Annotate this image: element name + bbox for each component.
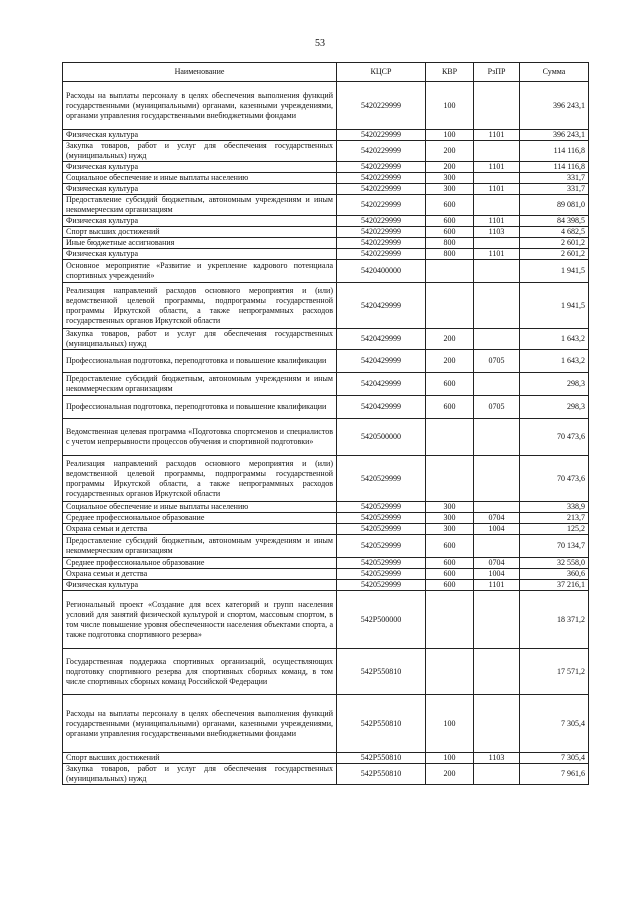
table-row — [63, 184, 589, 195]
row-kvr: 200 — [426, 162, 474, 173]
table-row — [63, 82, 589, 130]
row-rzpr: 1004 — [474, 569, 520, 580]
row-kcsr: 5420529999 — [337, 502, 426, 513]
row-name: Физическая культура — [63, 249, 337, 260]
row-kcsr: 5420529999 — [337, 558, 426, 569]
row-kcsr: 5420229999 — [337, 227, 426, 238]
row-kvr — [426, 649, 474, 695]
row-sum: 7 961,6 — [520, 764, 589, 785]
row-name: Социальное обеспечение и иные выплаты населению — [63, 173, 337, 184]
row-rzpr — [474, 329, 520, 350]
row-sum: 338,9 — [520, 502, 589, 513]
row-sum: 2 601,2 — [520, 249, 589, 260]
row-kvr: 800 — [426, 238, 474, 249]
row-kvr: 300 — [426, 513, 474, 524]
row-kcsr: 542P550810 — [337, 764, 426, 785]
row-name: Физическая культура — [63, 130, 337, 141]
row-name: Среднее профессиональное образование — [63, 558, 337, 569]
row-kvr: 200 — [426, 329, 474, 350]
row-sum: 125,2 — [520, 524, 589, 535]
row-rzpr — [474, 502, 520, 513]
row-sum: 89 081,0 — [520, 195, 589, 216]
table-row — [63, 396, 589, 419]
row-kcsr: 542P550810 — [337, 649, 426, 695]
table-row — [63, 591, 589, 649]
row-kvr: 600 — [426, 558, 474, 569]
table-row — [63, 649, 589, 695]
row-name: Спорт высших достижений — [63, 227, 337, 238]
row-name: Иные бюджетные ассигнования — [63, 238, 337, 249]
row-rzpr — [474, 373, 520, 396]
row-rzpr — [474, 195, 520, 216]
row-kcsr: 5420429999 — [337, 283, 426, 329]
row-kvr: 600 — [426, 569, 474, 580]
row-sum: 32 558,0 — [520, 558, 589, 569]
row-name: Основное мероприятие «Развитие и укрепление кадрового потенциала спортивных учреждений» — [63, 260, 337, 283]
row-kvr: 100 — [426, 82, 474, 130]
row-sum: 1 941,5 — [520, 283, 589, 329]
table-row — [63, 350, 589, 373]
table-row — [63, 456, 589, 502]
row-kvr — [426, 283, 474, 329]
row-kcsr: 542P550810 — [337, 753, 426, 764]
row-rzpr — [474, 649, 520, 695]
header-rzpr: РзПР — [474, 63, 520, 82]
row-rzpr — [474, 260, 520, 283]
row-name: Предоставление субсидий бюджетным, автономным учреждениям и иным некоммерческим организациям — [63, 535, 337, 558]
row-kcsr: 542P500000 — [337, 591, 426, 649]
row-name: Профессиональная подготовка, переподготовка и повышение квалификации — [63, 396, 337, 419]
row-name: Государственная поддержка спортивных организаций, осуществляющих подготовку спортивного резерва для спортивных сборных команд, в том числе спортивных сборных команд Российской Федерации — [63, 649, 337, 695]
row-kvr: 200 — [426, 141, 474, 162]
row-name: Предоставление субсидий бюджетным, автономным учреждениям и иным некоммерческим организациям — [63, 195, 337, 216]
row-rzpr — [474, 764, 520, 785]
row-name: Физическая культура — [63, 216, 337, 227]
row-sum: 114 116,8 — [520, 141, 589, 162]
row-kcsr: 5420400000 — [337, 260, 426, 283]
row-kvr — [426, 591, 474, 649]
row-name: Расходы на выплаты персоналу в целях обеспечения выполнения функций государственными (муниципальными) органами, казенными учреждениями, органами управления государственными внебюджетными фондами — [63, 82, 337, 130]
row-sum: 18 371,2 — [520, 591, 589, 649]
page-number: 53 — [315, 38, 325, 49]
row-sum: 331,7 — [520, 173, 589, 184]
row-kvr: 300 — [426, 184, 474, 195]
table-row — [63, 524, 589, 535]
row-kcsr: 5420429999 — [337, 396, 426, 419]
row-name: Спорт высших достижений — [63, 753, 337, 764]
row-name: Физическая культура — [63, 162, 337, 173]
row-kcsr: 5420429999 — [337, 350, 426, 373]
row-kvr: 600 — [426, 216, 474, 227]
row-sum: 17 571,2 — [520, 649, 589, 695]
row-kvr — [426, 260, 474, 283]
row-name: Ведомственная целевая программа «Подготовка спортсменов и специалистов с учетом непрерывности процессов обучения и спортивной подготовки» — [63, 419, 337, 456]
row-name: Физическая культура — [63, 184, 337, 195]
table-row — [63, 283, 589, 329]
row-sum: 2 601,2 — [520, 238, 589, 249]
header-sum: Сумма — [520, 63, 589, 82]
table-row — [63, 695, 589, 753]
row-rzpr: 1101 — [474, 249, 520, 260]
table-row — [63, 329, 589, 350]
row-kvr: 800 — [426, 249, 474, 260]
row-kcsr: 5420229999 — [337, 216, 426, 227]
row-kcsr: 5420229999 — [337, 173, 426, 184]
row-name: Закупка товаров, работ и услуг для обеспечения государственных (муниципальных) нужд — [63, 141, 337, 162]
row-name: Расходы на выплаты персоналу в целях обеспечения выполнения функций государственными (муниципальными) органами, казенными учреждениями, органами управления государственными внебюджетными фондами — [63, 695, 337, 753]
row-rzpr: 0705 — [474, 396, 520, 419]
row-sum: 4 682,5 — [520, 227, 589, 238]
row-rzpr: 0704 — [474, 513, 520, 524]
row-name: Закупка товаров, работ и услуг для обеспечения государственных (муниципальных) нужд — [63, 329, 337, 350]
row-rzpr: 1101 — [474, 216, 520, 227]
row-kcsr: 5420229999 — [337, 249, 426, 260]
row-name: Реализация направлений расходов основного мероприятия и (или) ведомственной целевой программы, подпрограммы государственной программы Иркутской области, а также непрограммных расходов государственных органов Иркутской области — [63, 283, 337, 329]
table-row — [63, 173, 589, 184]
row-kvr: 600 — [426, 195, 474, 216]
row-rzpr — [474, 591, 520, 649]
table-header-row — [63, 63, 589, 82]
row-rzpr: 0705 — [474, 350, 520, 373]
table-row — [63, 238, 589, 249]
row-kvr: 300 — [426, 502, 474, 513]
table-row — [63, 753, 589, 764]
row-kcsr: 5420229999 — [337, 141, 426, 162]
row-rzpr: 1004 — [474, 524, 520, 535]
row-kvr: 600 — [426, 535, 474, 558]
table-row — [63, 373, 589, 396]
row-kcsr: 542P550810 — [337, 695, 426, 753]
row-kvr: 200 — [426, 350, 474, 373]
row-name: Закупка товаров, работ и услуг для обеспечения государственных (муниципальных) нужд — [63, 764, 337, 785]
table-row — [63, 535, 589, 558]
row-sum: 396 243,1 — [520, 130, 589, 141]
table-row — [63, 502, 589, 513]
row-name: Среднее профессиональное образование — [63, 513, 337, 524]
row-kcsr: 5420429999 — [337, 329, 426, 350]
row-kcsr: 5420529999 — [337, 569, 426, 580]
row-name: Предоставление субсидий бюджетным, автономным учреждениям и иным некоммерческим организациям — [63, 373, 337, 396]
row-sum: 114 116,8 — [520, 162, 589, 173]
table-row — [63, 260, 589, 283]
row-name: Охрана семьи и детства — [63, 569, 337, 580]
row-kvr: 600 — [426, 373, 474, 396]
row-rzpr — [474, 695, 520, 753]
row-kcsr: 5420229999 — [337, 162, 426, 173]
row-sum: 70 473,6 — [520, 419, 589, 456]
row-kvr: 100 — [426, 695, 474, 753]
row-kvr: 300 — [426, 524, 474, 535]
row-rzpr: 1103 — [474, 227, 520, 238]
row-sum: 213,7 — [520, 513, 589, 524]
row-sum: 298,3 — [520, 373, 589, 396]
row-rzpr — [474, 535, 520, 558]
row-name: Профессиональная подготовка, переподготовка и повышение квалификации — [63, 350, 337, 373]
row-rzpr — [474, 419, 520, 456]
table-row — [63, 162, 589, 173]
row-sum: 70 134,7 — [520, 535, 589, 558]
row-rzpr — [474, 173, 520, 184]
row-sum: 1 643,2 — [520, 350, 589, 373]
row-sum: 84 398,5 — [520, 216, 589, 227]
row-sum: 396 243,1 — [520, 82, 589, 130]
row-sum: 331,7 — [520, 184, 589, 195]
table-row — [63, 141, 589, 162]
row-rzpr: 1101 — [474, 162, 520, 173]
row-rzpr: 1101 — [474, 130, 520, 141]
row-kcsr: 5420229999 — [337, 184, 426, 195]
row-kcsr: 5420229999 — [337, 82, 426, 130]
row-rzpr — [474, 82, 520, 130]
table-row — [63, 513, 589, 524]
table-row — [63, 216, 589, 227]
row-name: Охрана семьи и детства — [63, 524, 337, 535]
table-row — [63, 419, 589, 456]
row-kvr: 100 — [426, 753, 474, 764]
row-kcsr: 5420229999 — [337, 130, 426, 141]
row-kcsr: 5420229999 — [337, 195, 426, 216]
row-kvr — [426, 456, 474, 502]
row-rzpr — [474, 141, 520, 162]
table-row — [63, 569, 589, 580]
row-rzpr: 1103 — [474, 753, 520, 764]
row-kvr: 100 — [426, 130, 474, 141]
row-sum: 37 216,1 — [520, 580, 589, 591]
row-sum: 7 305,4 — [520, 695, 589, 753]
row-name: Социальное обеспечение и иные выплаты населению — [63, 502, 337, 513]
table-row — [63, 764, 589, 785]
row-kvr: 600 — [426, 227, 474, 238]
row-kcsr: 5420429999 — [337, 373, 426, 396]
row-kvr: 600 — [426, 580, 474, 591]
header-kvr: КВР — [426, 63, 474, 82]
row-kcsr: 5420529999 — [337, 535, 426, 558]
row-kvr: 600 — [426, 396, 474, 419]
row-rzpr: 0704 — [474, 558, 520, 569]
row-kcsr: 5420529999 — [337, 456, 426, 502]
row-kvr: 200 — [426, 764, 474, 785]
row-sum: 7 305,4 — [520, 753, 589, 764]
budget-table — [62, 62, 589, 785]
table-row — [63, 227, 589, 238]
row-kcsr: 5420529999 — [337, 524, 426, 535]
row-sum: 298,3 — [520, 396, 589, 419]
row-kvr: 300 — [426, 173, 474, 184]
row-rzpr: 1101 — [474, 184, 520, 195]
table-row — [63, 580, 589, 591]
row-sum: 360,6 — [520, 569, 589, 580]
table-row — [63, 558, 589, 569]
row-rzpr — [474, 283, 520, 329]
row-sum: 1 941,5 — [520, 260, 589, 283]
row-sum: 1 643,2 — [520, 329, 589, 350]
row-kcsr: 5420500000 — [337, 419, 426, 456]
row-name: Региональный проект «Создание для всех категорий и групп населения условий для занятий физической культурой и спортом, массовым спортом, в том числе повышение уровня обеспеченности населения объектами спорта, а также подготовка спортивного резерва» — [63, 591, 337, 649]
row-sum: 70 473,6 — [520, 456, 589, 502]
row-rzpr — [474, 456, 520, 502]
table-row — [63, 249, 589, 260]
row-rzpr — [474, 238, 520, 249]
row-kcsr: 5420229999 — [337, 238, 426, 249]
row-rzpr: 1101 — [474, 580, 520, 591]
row-kcsr: 5420529999 — [337, 513, 426, 524]
row-kvr — [426, 419, 474, 456]
row-name: Реализация направлений расходов основного мероприятия и (или) ведомственной целевой программы, подпрограммы государственной программы Иркутской области, а также непрограммных расходов государственных органов Иркутской области — [63, 456, 337, 502]
row-name: Физическая культура — [63, 580, 337, 591]
header-kcsr: КЦСР — [337, 63, 426, 82]
table-row — [63, 195, 589, 216]
table-row — [63, 130, 589, 141]
header-name: Наименование — [63, 63, 337, 82]
row-kcsr: 5420529999 — [337, 580, 426, 591]
